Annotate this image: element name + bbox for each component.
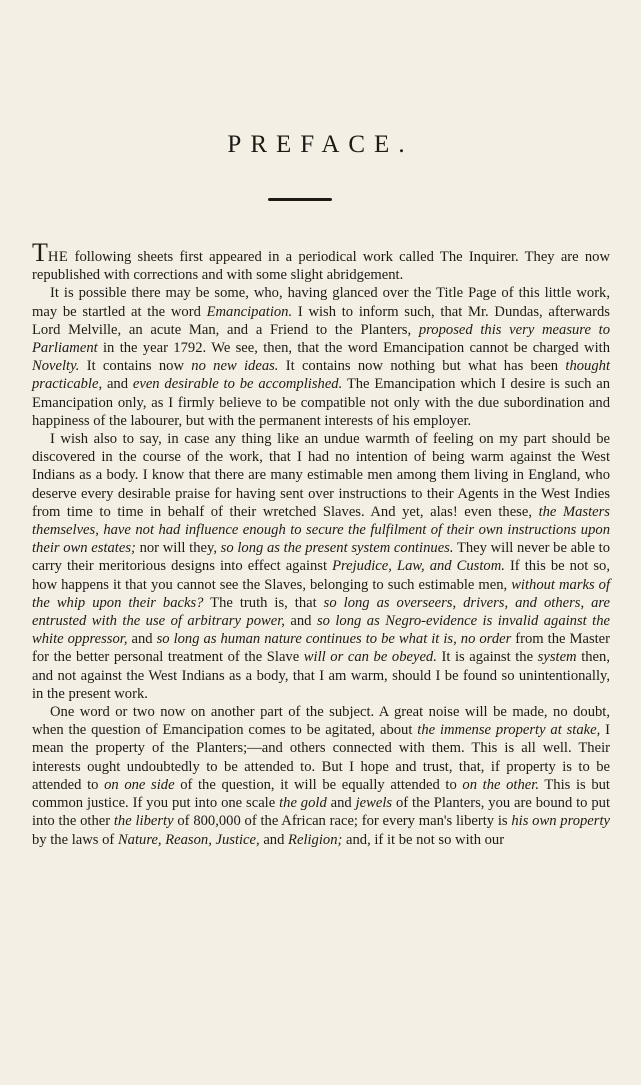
preface-text bbox=[32, 238, 611, 849]
paragraph-1: THE following sheets first appeared in a periodical work called The Inquirer. They are now republished with corrections and with some slight abridgement. bbox=[32, 238, 610, 284]
paragraph-3: I wish also to say, in case any thing like an undue warmth of feeling on my part should be discovered in the course of the work, that I had no intention of being warm against the West Indians as a body. I know that there are many estimable men among them living in England, who deserve every desirable praise for having sent over instructions to their Agents in the West Indies from time to time in behalf of their wretched Slaves. And yet, alas! even these, the Masters themselves, have not had influence enough to secure the fulfilment of their own instructions upon their own estates; nor will they, so long as the present system continues. They will never be able to carry their meritorious designs into effect against Prejudice, Law, and Custom. If this be not so, how happens it that you cannot see the Slaves, belonging to such estimable men, without marks of the whip upon their backs? The truth is, that so long as overseers, drivers, and others, are entrusted with the use of arbitrary power, and so long as Negro-evidence is invalid against the white oppressor, and so long as human nature continues to be what it is, no order from the Master for the better personal treatment of the Slave will or can be obeyed. It is against the system then, and not against the West Indians as a body, that I am warm, should I be found so unintentionally, in the present work. bbox=[32, 431, 611, 702]
paragraph-4: One word or two now on another part of the subject. A great noise will be made, no doubt, when the question of Emancipation comes to be agitated, about the immense property at stake, I mean the property of the Planters;—and others connected with them. This is all well. Their interests ought undoubtedly to be attended to. But I hope and trust, that, if property is to be attended to on one side of the question, it will be equally attended to on the other. This is but common justice. If you put into one scale the gold and jewels of the Planters, you are bound to put into the other the liberty of 800,000 of the African race; for every man's liberty is his own property by the laws of Nature, Reason, Justice, and Religion; and, if it be not so with our bbox=[32, 704, 611, 848]
paragraph-2: It is possible there may be some, who, having glanced over the Title Page of this little work, may be startled at the word Emancipation. I wish to inform such, that Mr. Dundas, afterwards Lord Melville, an acute Man, and a Friend to the Planters, proposed this very measure to Parliament in the year 1792. We see, then, that the word Emancipation cannot be charged with Novelty. It contains now no new ideas. It contains now nothing but what has been thought practicable, and even desirable to be accomplished. The Emancipation which I desire is such an Emancipation only, as I firmly believe to be compatible not only with the due subordination and happiness of the labourer, but with the permanent interests of his employer. bbox=[32, 285, 610, 429]
ornamental-rule bbox=[268, 198, 332, 201]
drop-cap: T bbox=[32, 238, 48, 267]
page-heading: PREFACE. bbox=[227, 131, 414, 158]
